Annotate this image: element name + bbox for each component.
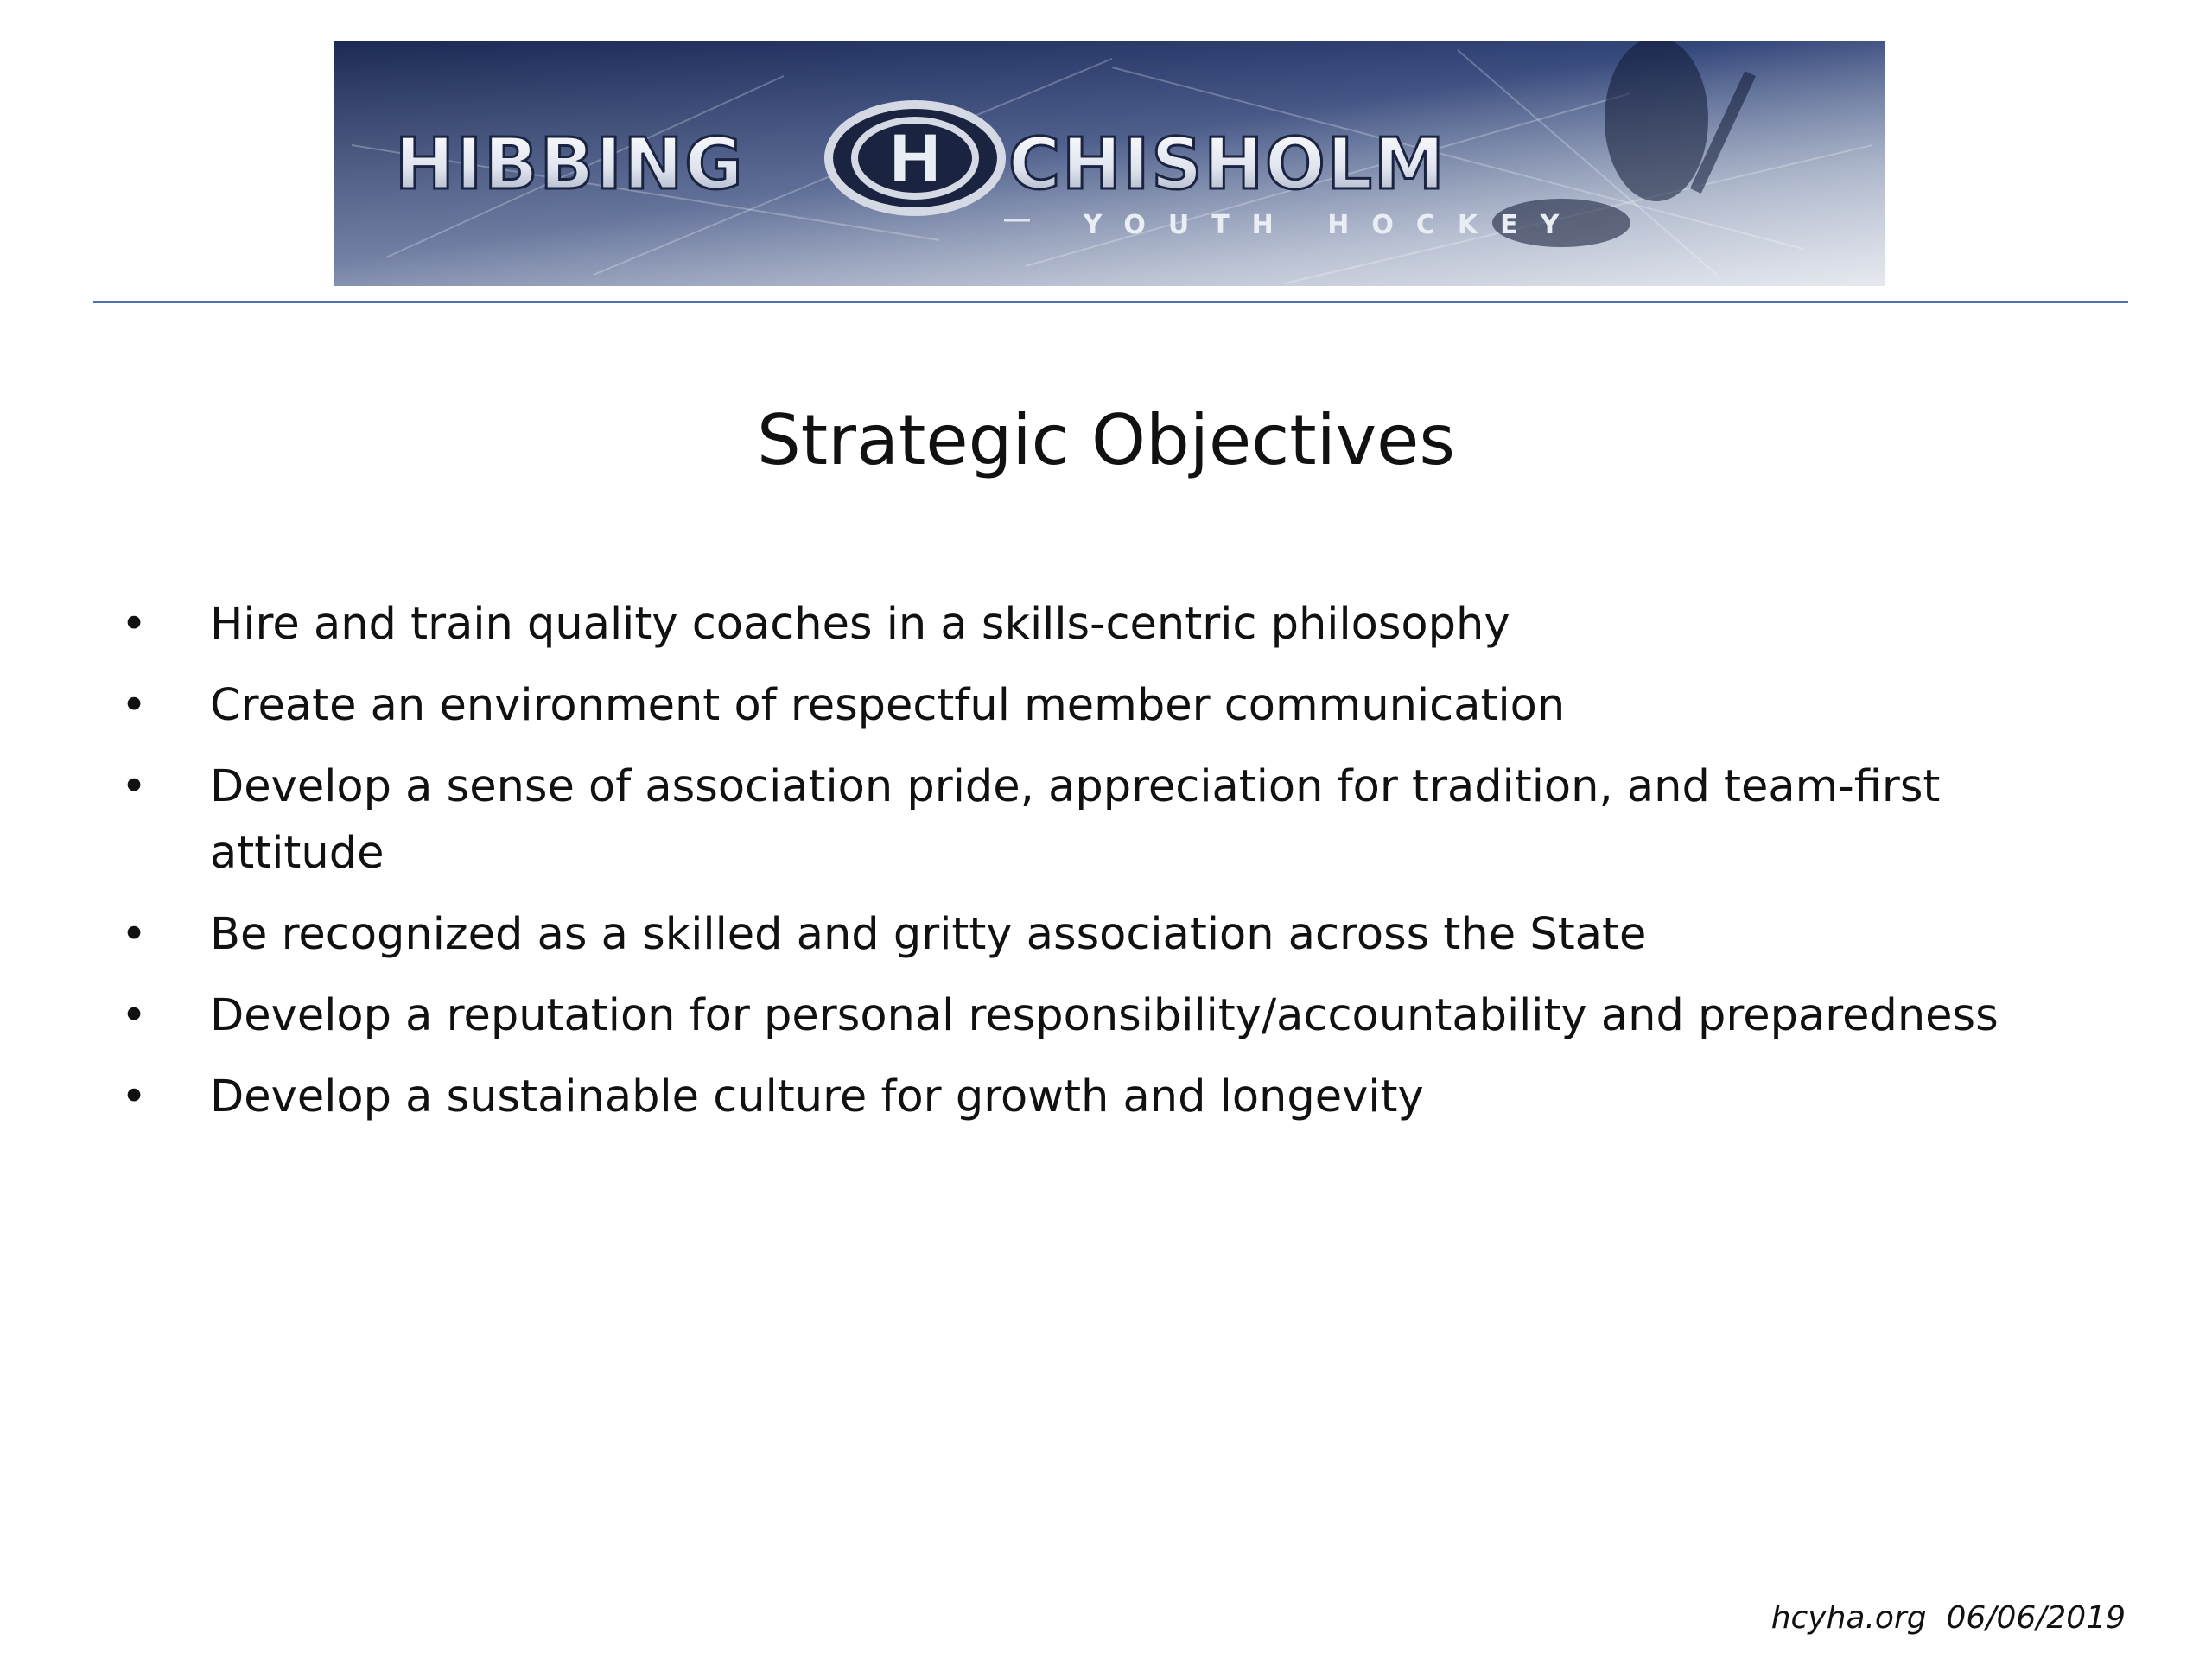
bullet-icon: • [121, 909, 148, 960]
bullet-icon: • [121, 761, 148, 812]
list-item [121, 901, 2108, 968]
list-item-text: Develop a sustainable culture for growth and longevity [210, 1071, 1424, 1122]
logo-monogram: H [887, 120, 943, 197]
bullet-icon: • [121, 680, 148, 731]
footer-date: 06/06/2019 [1946, 1600, 2126, 1636]
list-item [121, 753, 2108, 887]
hockey-banner-logo [334, 41, 1885, 286]
objectives-list [121, 591, 2108, 1145]
list-item [121, 672, 2108, 739]
list-item-text: Develop a reputation for personal responsibility/accountability and preparedness [210, 990, 1999, 1041]
footer-site: hcyha.org [1770, 1600, 1927, 1636]
bullet-icon: • [121, 599, 148, 650]
logo-subtitle: YOUTH HOCKEY [1083, 210, 1582, 240]
header-divider [93, 301, 2128, 303]
list-item-text: Be recognized as a skilled and gritty association across the State [210, 909, 1647, 960]
header-banner [334, 41, 1885, 286]
list-item-text: Create an environment of respectful member communication [210, 680, 1566, 731]
logo-text-right: CHISHOLM [1008, 124, 1446, 206]
bullet-icon: • [121, 1071, 148, 1122]
list-item [121, 982, 2108, 1049]
slide-footer [1771, 1597, 2126, 1640]
list-item-text: Hire and train quality coaches in a skills-centric philosophy [210, 599, 1510, 650]
list-item [121, 1064, 2108, 1130]
logo-text-left: HIBBING [395, 124, 745, 206]
list-item [121, 591, 2108, 658]
slide-title: Strategic Objectives [756, 400, 1456, 480]
list-item-text: Develop a sense of association pride, appreciation for tradition, and team-first attitude [210, 761, 1941, 879]
bullet-icon: • [121, 990, 148, 1041]
monogram-icon [829, 105, 1001, 212]
